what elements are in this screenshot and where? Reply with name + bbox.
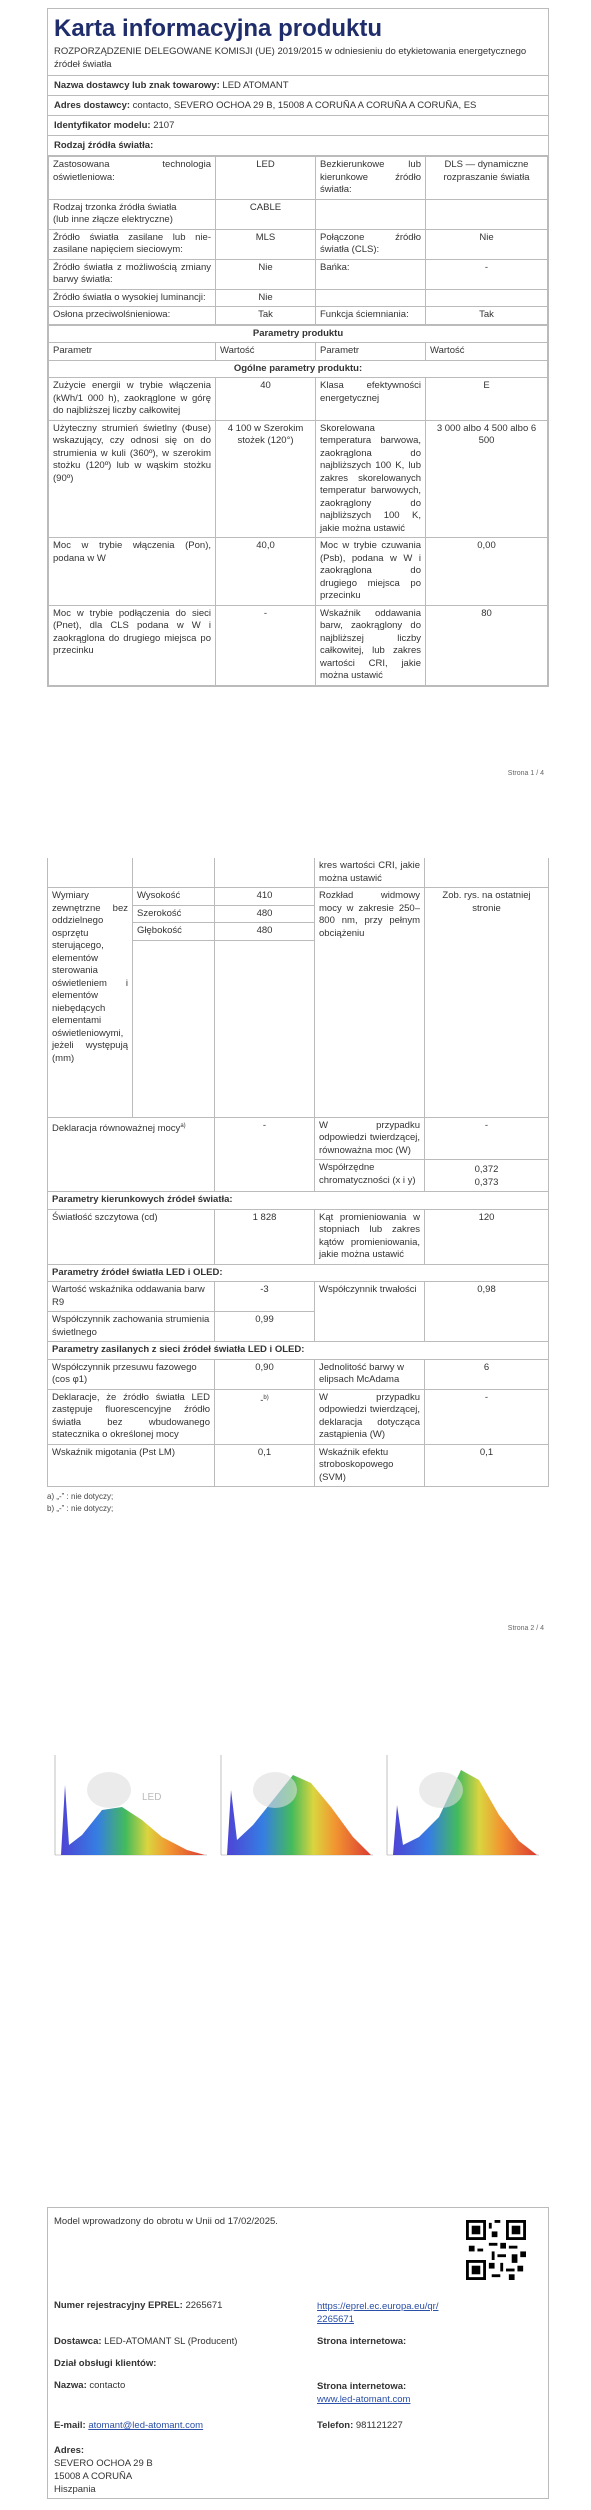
replace-w-label: W przypadku odpowiedzi twierdzącej, deklaracja dotycząca zastąpienia (W)	[315, 1389, 425, 1444]
type-cell	[316, 199, 426, 229]
eprel-link[interactable]: https://eprel.ec.europa.eu/qr/2265671	[317, 2301, 439, 2325]
general-cell: Zużycie energii w trybie włączenia (kWh/1 000 h), zaokrąglone w górę do najbliższej liczby całkowitej	[49, 378, 216, 421]
footnotes	[47, 1491, 549, 1515]
type-table	[48, 156, 548, 325]
general-cell: Moc w trybie podłączenia do sieci (Pnet), dla CLS podana w W i zaokrąglona do drugiego miejsca po przecinku	[49, 605, 216, 685]
dims-table	[47, 858, 549, 1487]
height-label: Wysokość	[133, 888, 215, 906]
type-cell: Bańka:	[316, 259, 426, 289]
general-row	[49, 420, 548, 538]
mcadam-label: Jednolitość barwy w elipsach McAdama	[315, 1359, 425, 1389]
web2-row: Strona internetowa: www.led-atomant.com	[317, 2381, 411, 2405]
general-cell: 0,00	[426, 538, 548, 606]
type-row	[49, 289, 548, 307]
supplier-info: Dostawca: LED-ATOMANT SL (Producent)	[54, 2336, 238, 2347]
type-row	[49, 307, 548, 325]
chroma-label: Współrzędne chromatyczności (x i y)	[315, 1160, 425, 1192]
general-row	[49, 378, 548, 421]
maint-label: Współczynnik zachowania strumienia świetlnego	[48, 1312, 215, 1342]
service-label: Dział obsługi klientów:	[54, 2358, 157, 2369]
col-value-1: Wartość	[216, 343, 316, 361]
spectrum-figure-2	[213, 1745, 377, 1865]
spectrum-figure-3	[379, 1745, 543, 1865]
address-row: Adres dostawcy: contacto, SEVERO OCHOA 29 B, 15008 A CORUÑA A CORUÑA A CORUÑA, ES	[48, 95, 548, 115]
svm-value: 0,1	[425, 1444, 549, 1487]
spectral-label: Rozkład widmowy mocy w zakresie 250–800 nm, przy pełnym obciążeniu	[315, 888, 425, 1118]
general-cell: Wskaźnik oddawania barw, zaokrąglony do najbliższej liczby całkowitej, lub zakres wartości CRI, jakie można ustawić	[316, 605, 426, 685]
maint-value: 0,99	[215, 1312, 315, 1342]
type-cell: Zastosowana technologia oświetleniowa:	[49, 157, 216, 200]
cri-continued: kres wartości CRI, jakie można ustawić	[315, 858, 425, 888]
type-cell: Funkcja ściemniania:	[316, 307, 426, 325]
height-value: 410	[215, 888, 315, 906]
general-cell: 4 100 w Szerokim stożek (120°)	[216, 420, 316, 538]
eprel-row: Numer rejestracyjny EPREL: 2265671	[54, 2300, 223, 2311]
type-cell: Źródło światła z możliwością zmiany barwy światła:	[49, 259, 216, 289]
led-heading: Parametry źródeł światła LED i OLED:	[48, 1264, 549, 1282]
declared-value: -	[425, 1117, 549, 1160]
directional-heading: Parametry kierunkowych źródeł światła:	[48, 1192, 549, 1210]
type-cell: LED	[216, 157, 316, 200]
flicker-label: Wskaźnik migotania (Pst LM)	[48, 1444, 215, 1487]
general-cell: -	[216, 605, 316, 685]
beam-label: Kąt promieniowania w stopniach lub zakres kątów promieniowania, jakie można ustawić	[315, 1209, 425, 1264]
spectrum-figure-1	[47, 1745, 211, 1865]
dims-label: Wymiary zewnętrzne bez oddzielnego osprzętu sterującego, elementów sterowania oświetleniem i elementów niebędących elementami oświetleniowymi, jeżeli występują (mm)	[48, 888, 133, 1118]
replace-value: -$^{b)}$	[215, 1389, 315, 1444]
survival-label: Współczynnik trwałości	[315, 1282, 425, 1342]
r9-value: -3	[215, 1282, 315, 1312]
beam-value: 120	[425, 1209, 549, 1264]
type-cell: Osłona przeciwolśnieniowa:	[49, 307, 216, 325]
type-cell: MLS	[216, 229, 316, 259]
svg-text:LED: LED	[142, 1792, 162, 1803]
r9-label: Wartość wskaźnika oddawania barw R9	[48, 1282, 215, 1312]
type-cell: Tak	[426, 307, 548, 325]
depth-label: Głębokość	[133, 923, 215, 941]
flicker-value: 0,1	[215, 1444, 315, 1487]
equiv-label: Deklaracja równoważnej mocy$^{a)}$	[48, 1117, 215, 1192]
type-cell: Nie	[216, 259, 316, 289]
footnote-a: a) „-” : nie dotyczy;	[47, 1492, 114, 1501]
market-intro: Model wprowadzony do obrotu w Unii od 17/02/2025.	[54, 2216, 278, 2227]
general-cell: 40	[216, 378, 316, 421]
page-title: Karta informacyjna produktu	[54, 15, 383, 42]
email-row: E-mail: atomant@led-atomant.com	[54, 2420, 204, 2431]
general-cell: Klasa efektywności energetycznej	[316, 378, 426, 421]
chroma-values: 0,372 0,373	[425, 1160, 549, 1192]
general-row	[49, 538, 548, 606]
params-title: Parametry produktu	[49, 325, 548, 343]
type-cell: -	[426, 259, 548, 289]
type-cell: Nie	[216, 289, 316, 307]
type-row	[49, 229, 548, 259]
general-heading: Ogólne parametry produktu:	[49, 360, 548, 378]
general-cell: 40,0	[216, 538, 316, 606]
mcadam-value: 6	[425, 1359, 549, 1389]
general-row	[49, 605, 548, 685]
type-row	[49, 259, 548, 289]
type-cell: DLS — dynamiczne rozpraszanie światła	[426, 157, 548, 200]
type-cell	[316, 289, 426, 307]
type-cell: Nie	[426, 229, 548, 259]
spectral-value: Zob. rys. na ostatniej stronie	[425, 888, 549, 1118]
website-link[interactable]: www.led-atomant.com	[317, 2394, 411, 2405]
type-row	[49, 157, 548, 200]
pf-value: 0,90	[215, 1359, 315, 1389]
type-cell: CABLE	[216, 199, 316, 229]
general-cell: Użyteczny strumień świetlny (Φuse) wskazujący, czy odnosi się on do strumienia w kuli (360º), w szerokim stożku (120º) lub w wąskim stożku (90º)	[49, 420, 216, 538]
general-cell: 80	[426, 605, 548, 685]
page-2	[47, 858, 549, 1515]
type-cell: Rodzaj trzonka źródła światła (lub inne złącze elektryczne)	[49, 199, 216, 229]
page-number-2: Strona 2 / 4	[507, 1625, 544, 1632]
peak-value: 1 828	[215, 1209, 315, 1264]
footnote-b: b) „-” : nie dotyczy;	[47, 1504, 114, 1513]
phone-row: Telefon: 981121227	[317, 2420, 403, 2431]
type-cell: Tak	[216, 307, 316, 325]
general-cell: Moc w trybie czuwania (Psb), podana w W i zaokrąglona do drugiego miejsca po przecinku	[316, 538, 426, 606]
source-type-heading: Rodzaj źródła światła:	[48, 135, 548, 156]
page-1	[47, 8, 549, 687]
mains-heading: Parametry zasilanych z sieci źródeł światła LED i OLED:	[48, 1342, 549, 1360]
pf-label: Współczynnik przesuwu fazowego (cos φ1)	[48, 1359, 215, 1389]
params-table	[48, 325, 548, 686]
col-param-1: Parametr	[49, 343, 216, 361]
type-cell: Połączone źródło światła (CLS):	[316, 229, 426, 259]
type-cell: Źródło światła zasilane lub nie-zasilane napięciem sieciowym:	[49, 229, 216, 259]
general-cell: 3 000 albo 4 500 albo 6 500	[426, 420, 548, 538]
type-cell	[426, 199, 548, 229]
depth-value: 480	[215, 923, 315, 941]
declared-label: W przypadku odpowiedzi twierdzącej, równoważna moc (W)	[315, 1117, 425, 1160]
width-value: 480	[215, 905, 315, 923]
web-label: Strona internetowa:	[317, 2336, 407, 2347]
replace-label: Deklaracje, że źródło światła LED zastępuje fluorescencyjne źródło światła bez wbudowanego statecznika o określonej mocy	[48, 1389, 215, 1444]
email-link[interactable]: atomant@led-atomant.com	[88, 2420, 204, 2431]
col-value-2: Wartość	[426, 343, 548, 361]
type-row	[49, 199, 548, 229]
page-number-1: Strona 1 / 4	[507, 770, 544, 777]
equiv-value: -	[215, 1117, 315, 1192]
general-cell: Skorelowana temperatura barwowa, zaokrąglona do najbliższych 100 K, lub zakres skorelowanych temperatur barwowych, zaokrąglony do najbliższych 100 K, jakie można ustawić	[316, 420, 426, 538]
type-cell: Bezkierunkowe lub kierunkowe źródło światła:	[316, 157, 426, 200]
name-row: Nazwa: contacto	[54, 2380, 126, 2391]
contact-panel	[47, 2207, 549, 2499]
address-block: Adres: SEVERO OCHOA 29 B 15008 A CORUÑA Hiszpania	[54, 2445, 153, 2495]
supplier-row: Nazwa dostawcy lub znak towarowy: LED ATOMANT	[48, 75, 548, 95]
qr-code[interactable]	[466, 2220, 526, 2280]
col-param-2: Parametr	[316, 343, 426, 361]
general-cell: E	[426, 378, 548, 421]
general-cell: Moc w trybie włączenia (Pon), podana w W	[49, 538, 216, 606]
replace-w-value: -	[425, 1389, 549, 1444]
type-cell	[426, 289, 548, 307]
survival-value: 0,98	[425, 1282, 549, 1342]
svm-label: Wskaźnik efektu stroboskopowego (SVM)	[315, 1444, 425, 1487]
model-row: Identyfikator modelu: 2107	[48, 115, 548, 135]
width-label: Szerokość	[133, 905, 215, 923]
regulation-text: ROZPORZĄDZENIE DELEGOWANE KOMISJI (UE) 2019/2015 w odniesieniu do etykietowania energetycznego źródeł światła	[54, 46, 527, 70]
type-cell: Źródło światła o wysokiej luminancji:	[49, 289, 216, 307]
peak-label: Światłość szczytowa (cd)	[48, 1209, 215, 1264]
